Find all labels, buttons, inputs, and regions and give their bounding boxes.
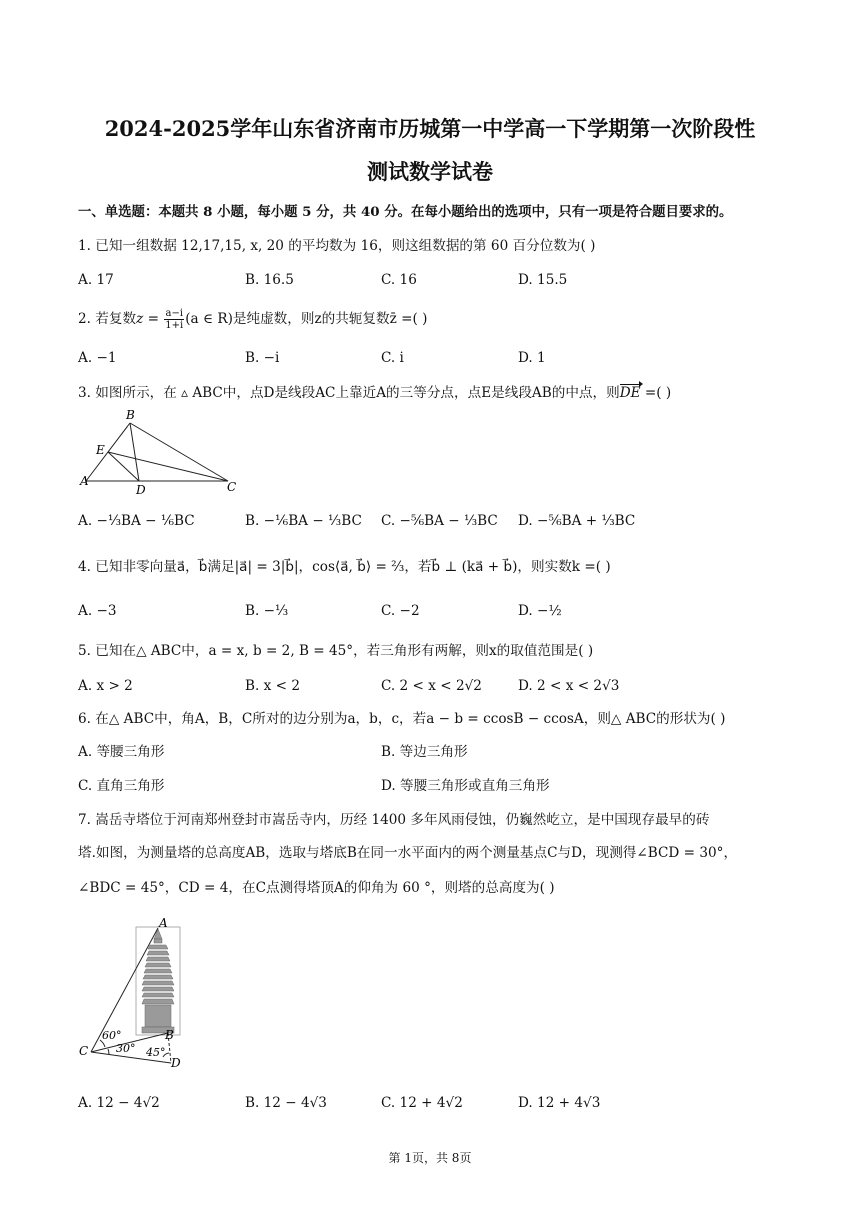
q5-option-b: B. x < 2 bbox=[245, 678, 300, 694]
question-4-stem: 4. 已知非零向量a⃗，b⃗满足|a⃗| = 3|b⃗|，cos⟨a⃗, b⃗⟩ = ⅔，若b⃗ ⊥ (ka⃗ + b⃗)，则实数k =( ) bbox=[78, 559, 611, 575]
q1-option-c: C. 16 bbox=[381, 272, 417, 288]
q2-stem-end: (a ∈ R)是纯虚数，则z的共轭复数z̄ =( ) bbox=[185, 311, 428, 327]
q7-angle-30: 30° bbox=[116, 1042, 136, 1055]
q4-option-c: C. −2 bbox=[381, 603, 420, 619]
q3-vector-de: DE bbox=[619, 385, 641, 401]
q7-label-c: C bbox=[79, 1044, 89, 1058]
q3-stem-start: 3. 如图所示，在 ▵ ABC中，点D是线段AC上靠近A的三等分点，点E是线段AB的中点，则 bbox=[78, 385, 620, 401]
question-7-line2: 塔.如图，为测量塔的总高度AB，选取与塔底B在同一水平面内的两个测量基点C与D，现测得∠BCD = 30°， bbox=[78, 845, 738, 861]
q7-option-c: C. 12 + 4√2 bbox=[381, 1095, 463, 1111]
q5-option-a: A. x > 2 bbox=[78, 678, 133, 694]
q7-option-d: D. 12 + 4√3 bbox=[518, 1095, 601, 1111]
question-7-line1: 7. 嵩岳寺塔位于河南郑州登封市嵩岳寺内，历经 1400 多年风雨侵蚀，仍巍然屹立，是中国现存最早的砖 bbox=[78, 812, 710, 828]
q1-option-b: B. 16.5 bbox=[245, 272, 294, 288]
page-footer: 第 1页，共 8页 bbox=[388, 1151, 472, 1165]
q2-option-c: C. i bbox=[381, 350, 404, 366]
q7-option-b: B. 12 − 4√3 bbox=[245, 1095, 327, 1111]
exam-title-line1: 2024-2025学年山东省济南市历城第一中学高一下学期第一次阶段性 bbox=[104, 116, 756, 141]
q3-label-b: B bbox=[126, 408, 135, 422]
q3-triangle-figure bbox=[78, 405, 248, 497]
q2-frac-den: 1+i bbox=[165, 320, 184, 331]
q4-option-a: A. −3 bbox=[78, 603, 117, 619]
question-2-stem: 2. 若复数z = $\frac{a-i}{1+i}$ (a ∈ R)是纯虚数，则z的共轭复数z̄ =( ) bbox=[78, 308, 428, 331]
q7-pagoda-figure bbox=[78, 915, 190, 1070]
question-7-line3: ∠BDC = 45°，CD = 4，在C点测得塔顶A的仰角为 60 °，则塔的总高度为( ) bbox=[78, 880, 555, 896]
q6-option-c: C. 直角三角形 bbox=[78, 778, 165, 794]
q7-angle-60: 60° bbox=[102, 1029, 122, 1042]
q2-option-b: B. −i bbox=[245, 350, 280, 366]
q6-option-d: D. 等腰三角形或直角三角形 bbox=[381, 778, 550, 794]
q2-option-d: D. 1 bbox=[518, 350, 546, 366]
q7-label-b: B bbox=[165, 1028, 174, 1042]
q3-option-a: A. −⅓BA − ⅙BC bbox=[78, 513, 195, 529]
q2-fraction bbox=[164, 308, 184, 331]
q2-option-a: A. −1 bbox=[78, 350, 117, 366]
question-1-stem: 1. 已知一组数据 12,17,15, x, 20 的平均数为 16，则这组数据的第 60 百分位数为( ) bbox=[78, 238, 596, 254]
question-6-stem: 6. 在△ ABC中，角A，B，C所对的边分别为a，b，c，若a − b = ccosB − ccosA，则△ ABC的形状为( ) bbox=[78, 711, 726, 727]
q5-option-d: D. 2 < x < 2√3 bbox=[518, 678, 620, 694]
q4-option-d: D. −½ bbox=[518, 603, 562, 619]
q7-label-d: D bbox=[171, 1056, 181, 1070]
question-5-stem: 5. 已知在△ ABC中，a = x, b = 2, B = 45°，若三角形有两解，则x的取值范围是( ) bbox=[78, 643, 594, 659]
q2-stem-start: 2. 若复数 bbox=[78, 311, 137, 327]
q3-option-c: C. −⅚BA − ⅓BC bbox=[381, 513, 498, 529]
exam-title-line2: 测试数学试卷 bbox=[367, 159, 493, 184]
q1-option-a: A. 17 bbox=[78, 272, 114, 288]
q6-option-a: A. 等腰三角形 bbox=[78, 744, 165, 760]
q3-label-c: C bbox=[227, 480, 237, 494]
q7-angle-45: 45° bbox=[146, 1046, 166, 1059]
q3-stem-end: =( ) bbox=[644, 385, 672, 401]
q7-label-a: A bbox=[159, 916, 168, 930]
q3-option-d: D. −⅚BA + ⅓BC bbox=[518, 513, 636, 529]
q3-option-b: B. −⅙BA − ⅓BC bbox=[245, 513, 362, 529]
q3-label-d: D bbox=[136, 483, 146, 497]
q3-label-e: E bbox=[96, 443, 105, 457]
q1-option-d: D. 15.5 bbox=[518, 272, 568, 288]
question-3-stem bbox=[78, 383, 671, 403]
q2-frac-num: a−i bbox=[165, 308, 184, 319]
section-heading: 一、单选题：本题共 8 小题，每小题 5 分，共 40 分。在每小题给出的选项中，只有一项是符合题目要求的。 bbox=[78, 204, 733, 220]
q7-option-a: A. 12 − 4√2 bbox=[78, 1095, 160, 1111]
q5-option-c: C. 2 < x < 2√2 bbox=[381, 678, 482, 694]
q3-label-a: A bbox=[80, 474, 89, 488]
q6-option-b: B. 等边三角形 bbox=[381, 744, 468, 760]
q4-option-b: B. −⅓ bbox=[245, 603, 289, 619]
